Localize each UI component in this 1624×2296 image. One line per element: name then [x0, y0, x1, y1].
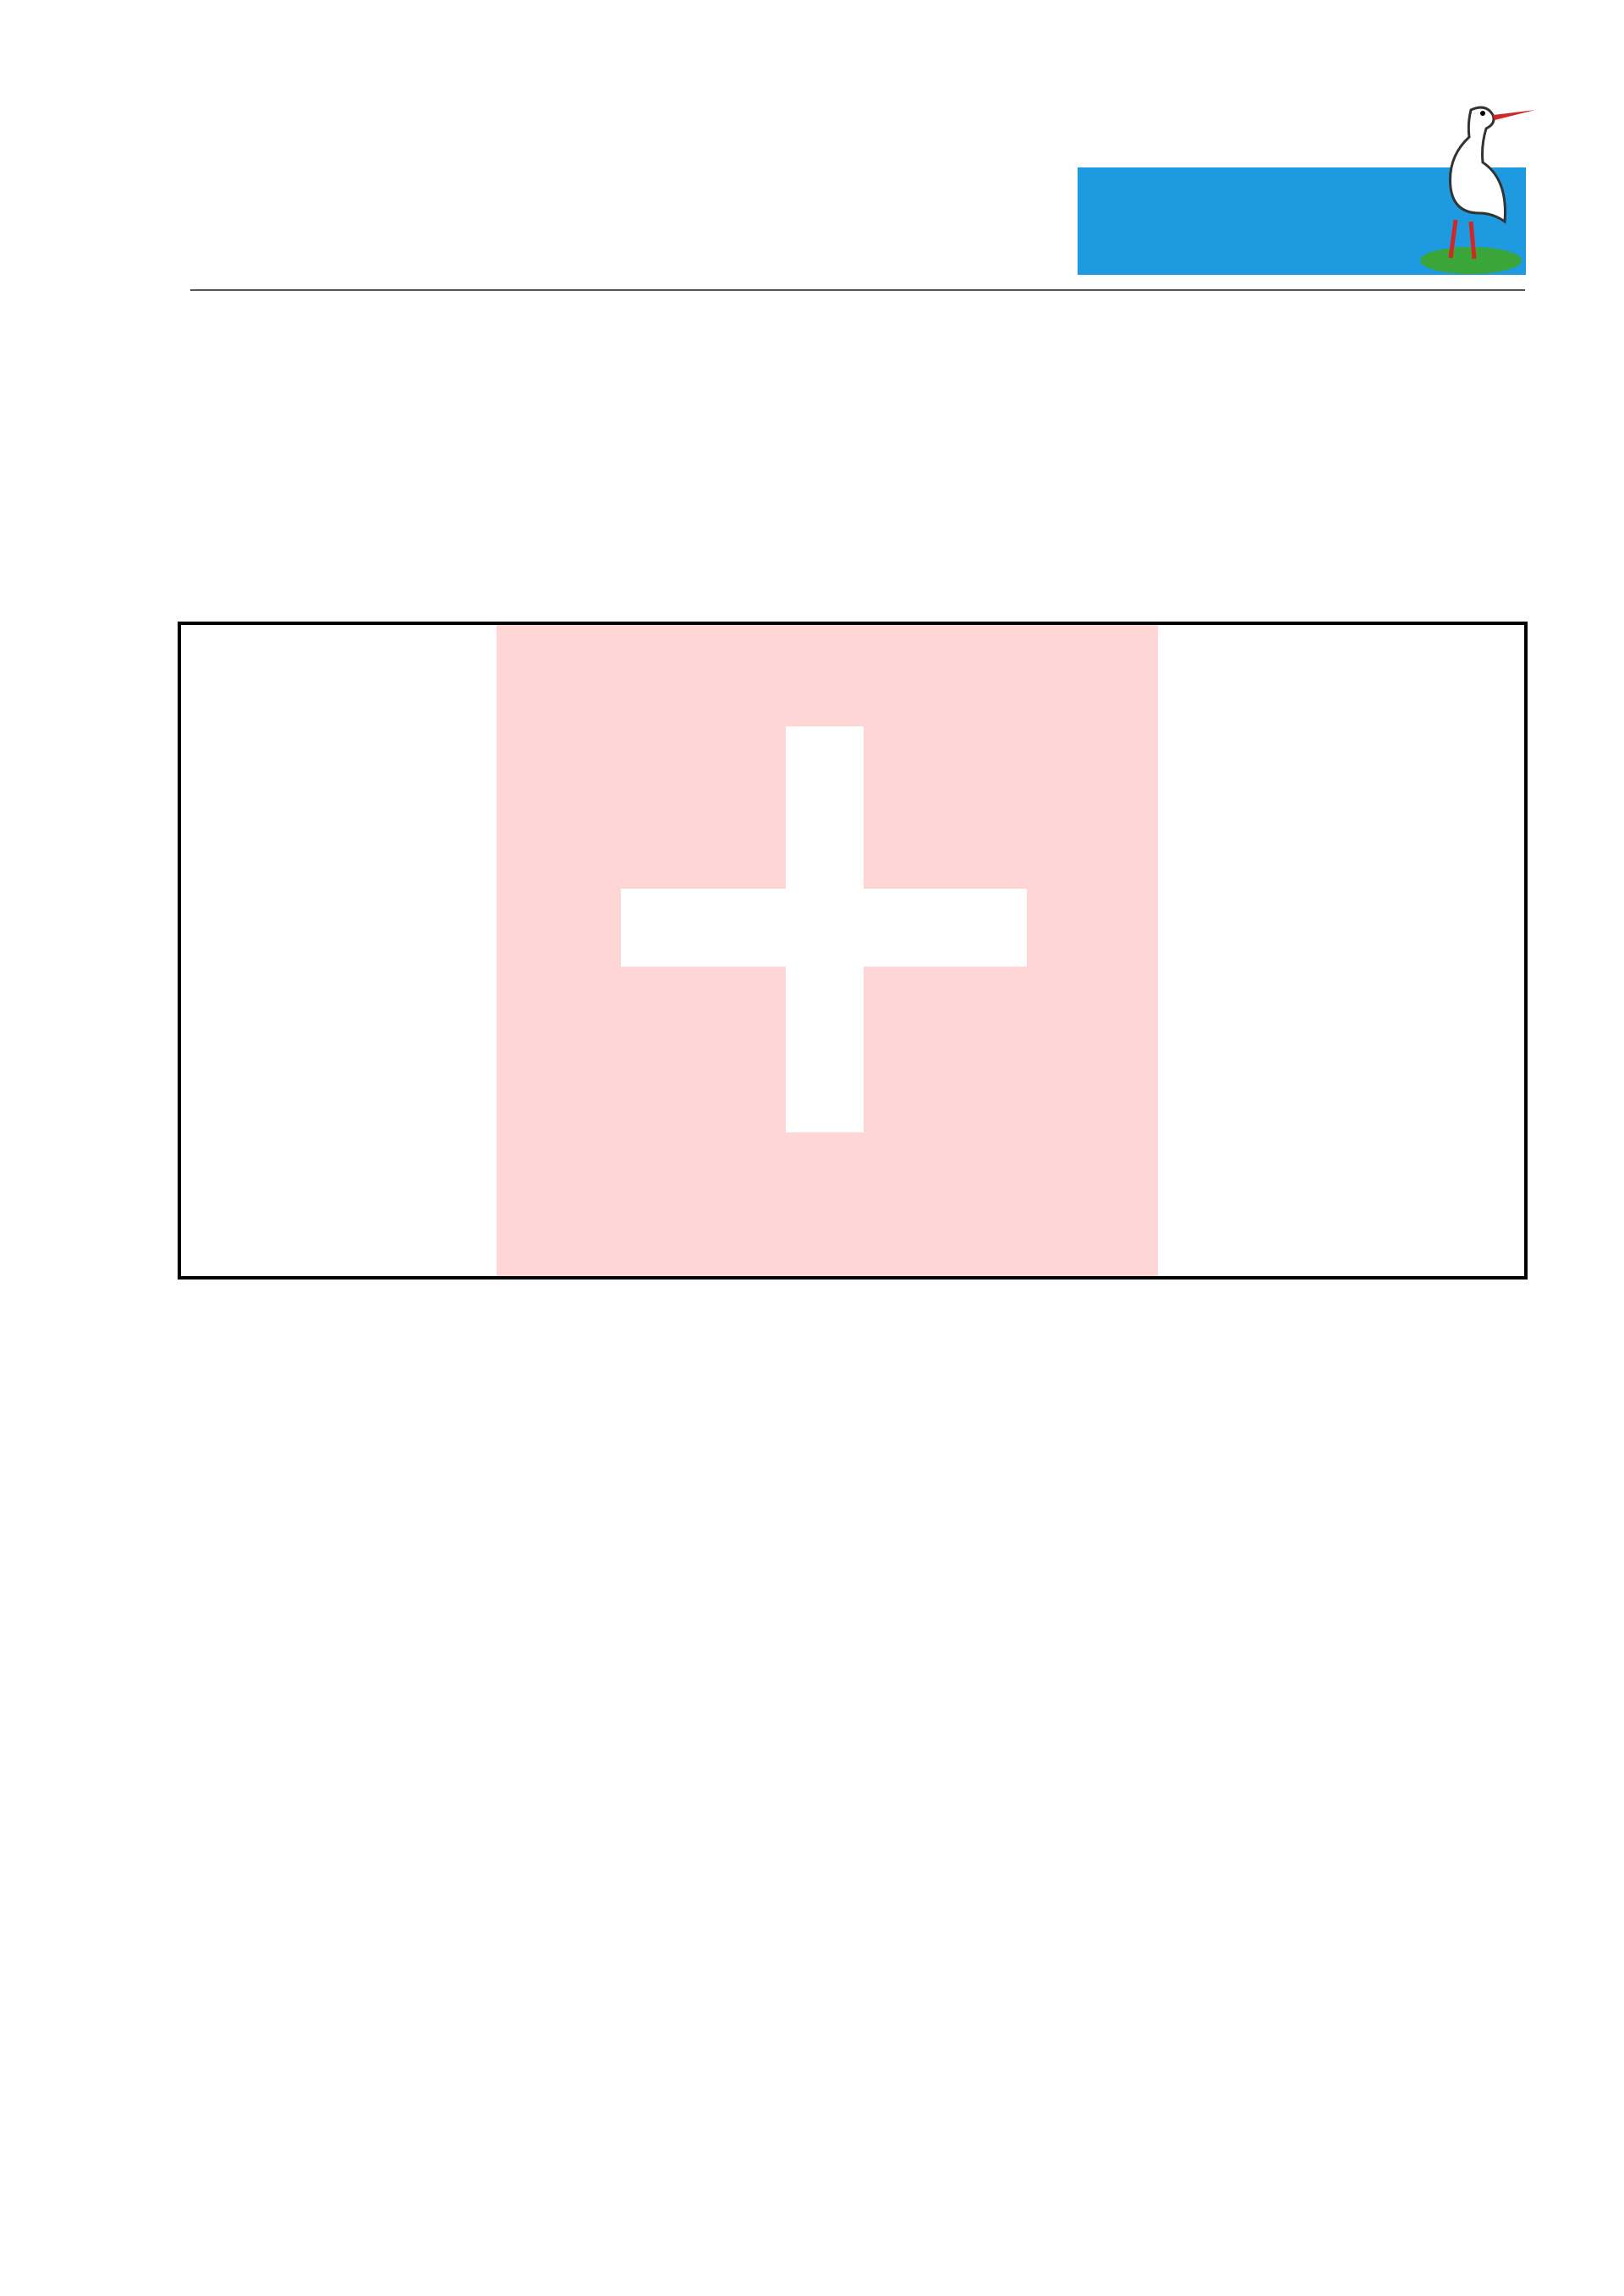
- header-divider: [190, 289, 1525, 291]
- municipality-logo: [1078, 93, 1534, 275]
- fireworks-bottom-illustration: [102, 1801, 575, 2207]
- program-box: [178, 622, 1528, 1280]
- swiss-flag-background: [181, 625, 1524, 1276]
- fireworks-top-illustration: [1100, 1252, 1539, 1641]
- stork-icon: [1412, 93, 1539, 275]
